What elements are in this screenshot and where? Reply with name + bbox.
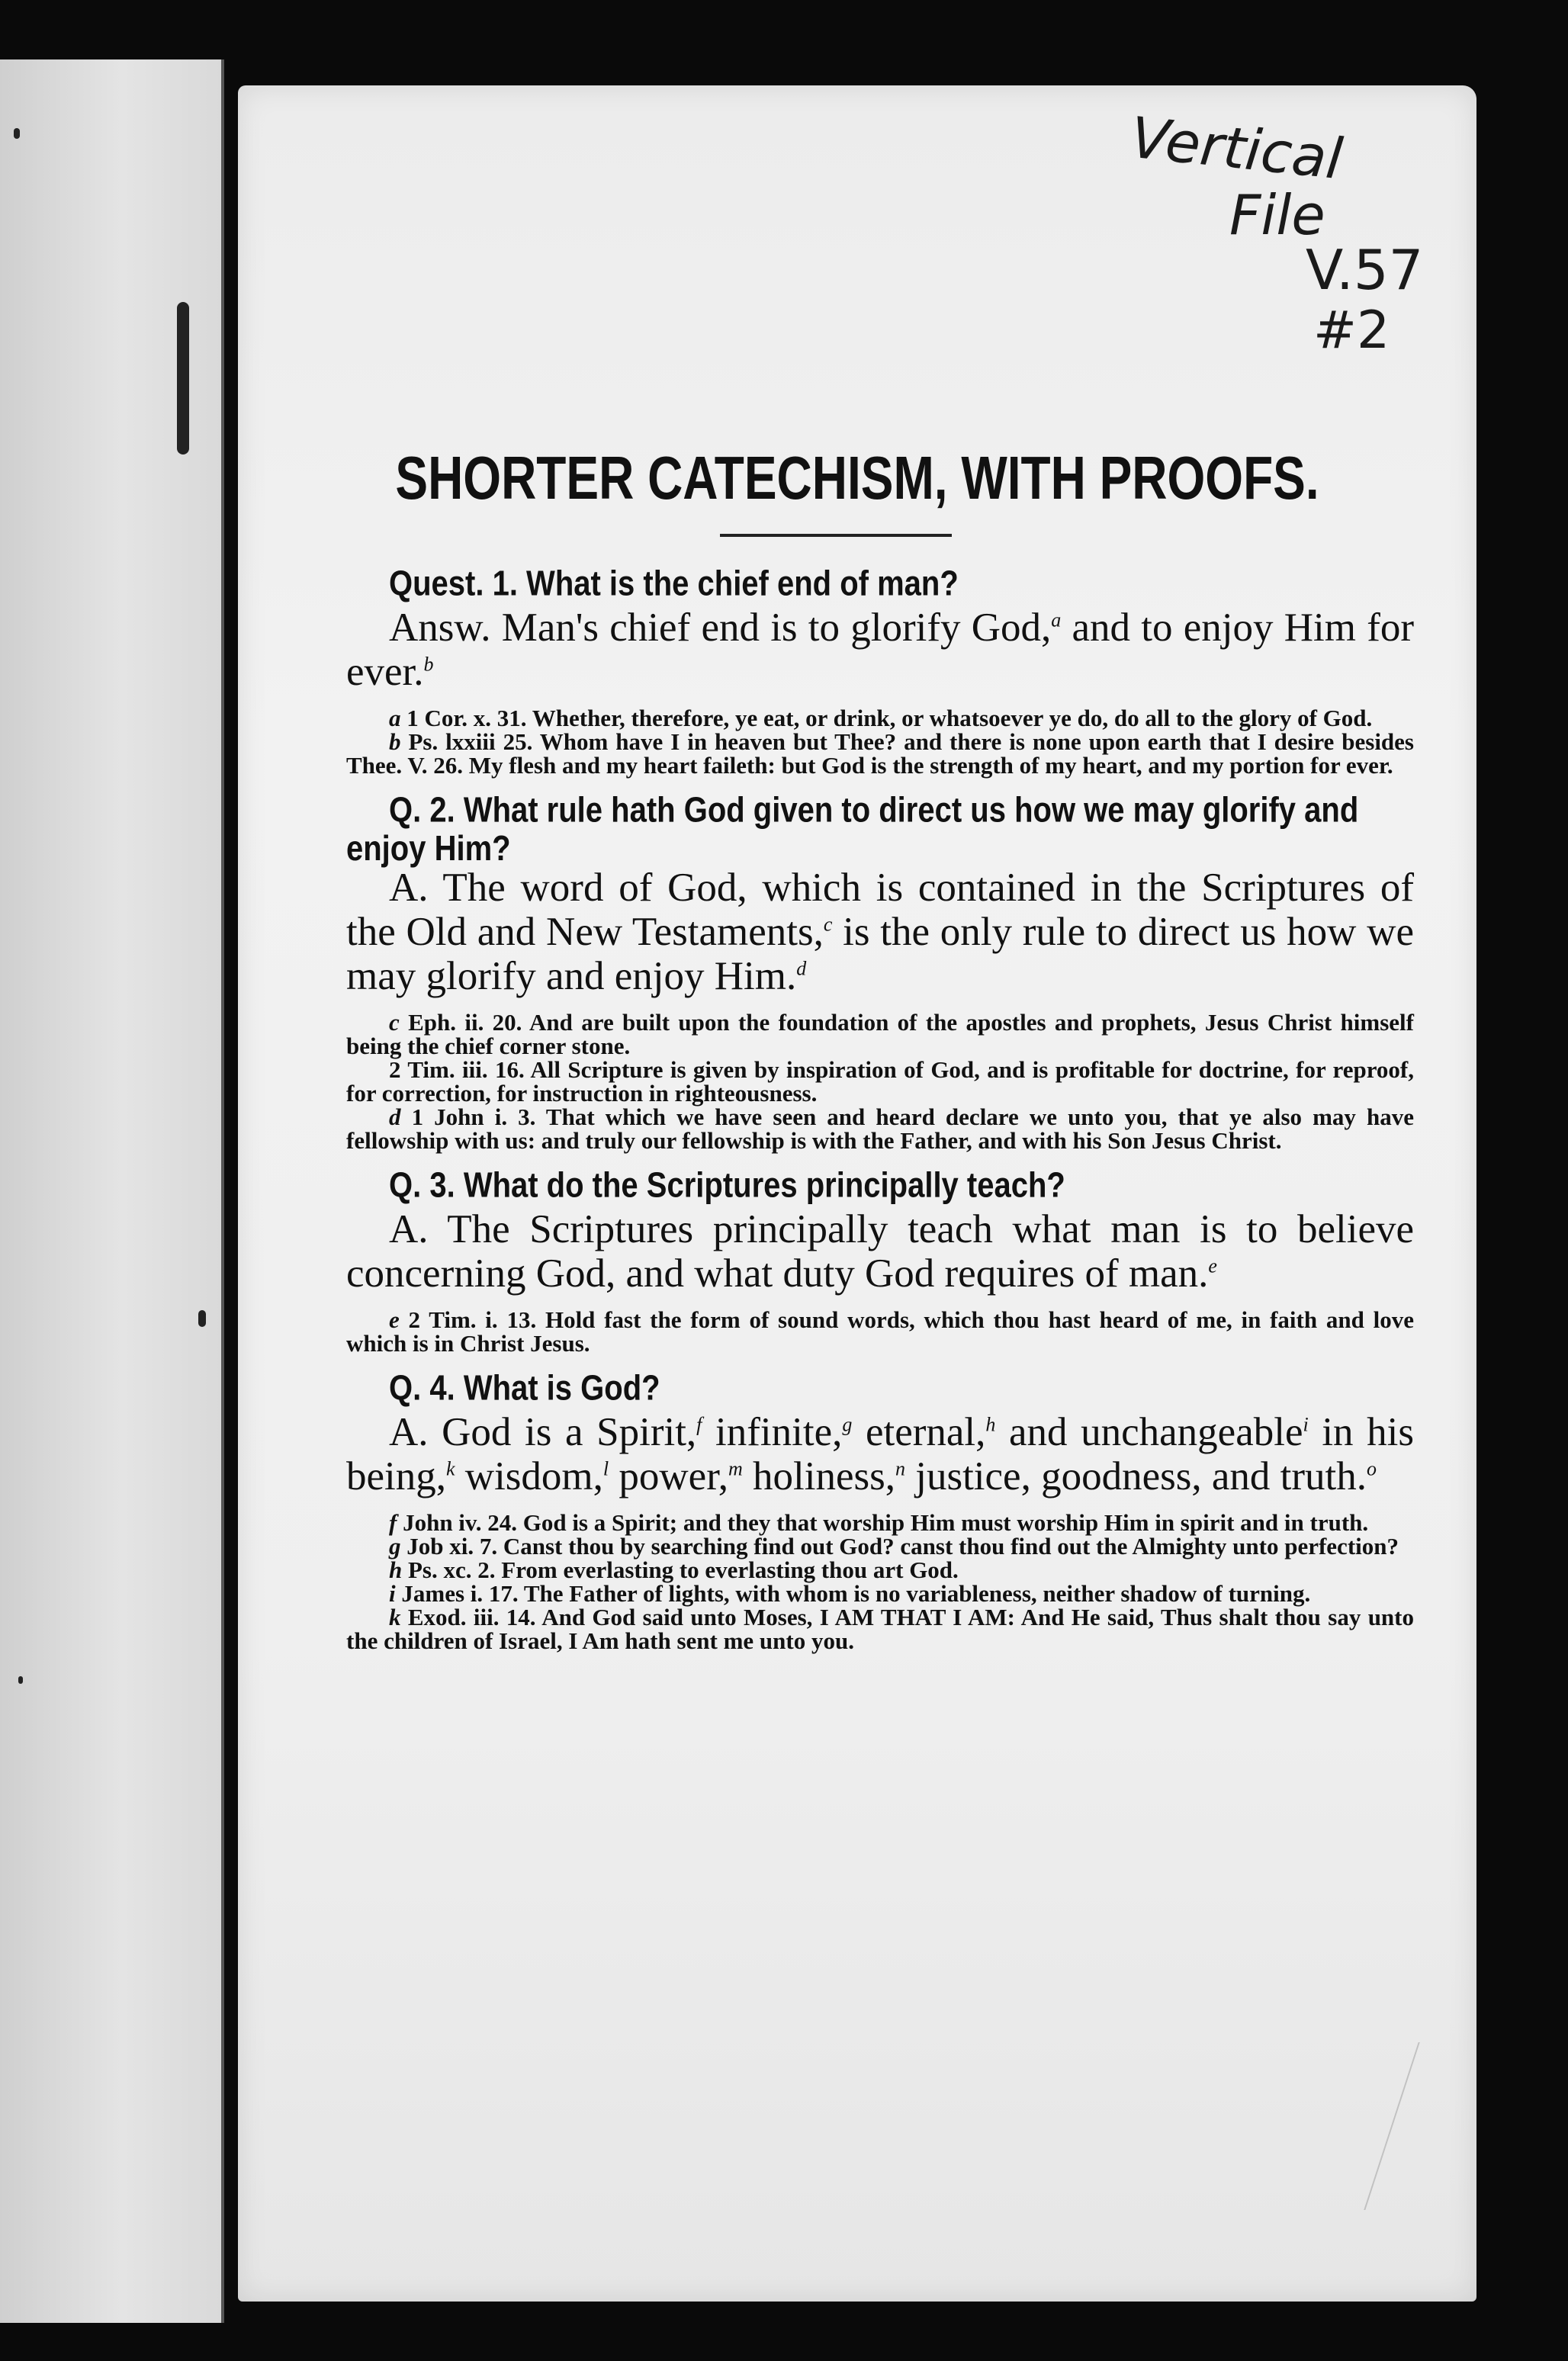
- proof-k: k Exod. iii. 14. And God said unto Moses, I AM THAT I AM: And He said, Thus shalt thou say unto the children of Israel, I Am hath sent me unto you.: [346, 1604, 1414, 1654]
- document-page: [238, 85, 1476, 2302]
- binding-shadow: [177, 302, 189, 455]
- proofs-3: [346, 1308, 1414, 1355]
- ink-speck: [18, 1676, 23, 1684]
- question-3: Q. 3. What do the Scriptures principally teach?: [389, 1166, 1065, 1205]
- question-1: Quest. 1. What is the chief end of man?: [389, 564, 959, 603]
- answer-3: A. The Scriptures principally teach what man is to believe concerning God, and what duty God requires of man.$^e$: [346, 1207, 1414, 1296]
- ink-speck: [198, 1310, 206, 1327]
- catechism-body: [346, 554, 1414, 1666]
- handwritten-note-line4: #2: [1313, 300, 1390, 361]
- ink-speck: [14, 128, 20, 139]
- proof-c: c Eph. ii. 20. And are built upon the foundation of the apostles and prophets, Jesus Christ himself being the chief corner stone.: [346, 1009, 1414, 1059]
- proofs-1: [346, 706, 1414, 777]
- answer-1: Answ. Man's chief end is to glorify God,$^a$ and to enjoy Him for ever.$^b$: [346, 606, 1414, 694]
- proof-b: b Ps. lxxiii 25. Whom have I in heaven but Thee? and there is none upon earth that I desire besides Thee. V. 26. My flesh and my heart faileth: but God is the strength of my heart, and my portion for ever.: [346, 728, 1414, 779]
- proof-a: a 1 Cor. x. 31. Whether, therefore, ye eat, or drink, or whatsoever ye do, do all to the glory of God.: [389, 705, 1373, 731]
- handwritten-note-line3: V.57: [1306, 238, 1424, 302]
- proof-d: d 1 John i. 3. That which we have seen and heard declare we unto you, that ye also may have fellowship with us: and truly our fellowship is with the Father, and with his Son Jesus Christ.: [346, 1103, 1414, 1154]
- answer-2: A. The word of God, which is contained in the Scriptures of the Old and New Testaments,$^c$ is the only rule to direct us how we may glorify and enjoy Him.$^d$: [346, 866, 1415, 998]
- proof-c2: 2 Tim. iii. 16. All Scripture is given by inspiration of God, and is profitable for doctrine, for reproof, for correction, for instruction in righteousness.: [346, 1056, 1414, 1107]
- proof-i: i James i. 17. The Father of lights, with whom is no variableness, neither shadow of turning.: [389, 1580, 1311, 1607]
- question-4: Q. 4. What is God?: [389, 1369, 660, 1408]
- question-2: Q. 2. What rule hath God given to direct us how we may glorify and enjoy Him?: [346, 791, 1359, 869]
- answer-4: A. God is a Spirit,$^f$ infinite,$^g$ eternal,$^h$ and unchangeable$^i$ in his being,$^k$ wisdom,$^l$ power,$^m$ holiness,$^n$ justice, goodness, and truth.$^o$: [346, 1410, 1414, 1499]
- proof-h: h Ps. xc. 2. From everlasting to everlasting thou art God.: [389, 1556, 959, 1583]
- proof-g: g Job xi. 7. Canst thou by searching find out God? canst thou find out the Almighty unto perfection?: [389, 1533, 1399, 1560]
- proof-f: f John iv. 24. God is a Spirit; and they that worship Him must worship Him in spirit and in truth.: [389, 1509, 1369, 1536]
- proofs-2: [346, 1010, 1414, 1152]
- handwritten-note-line1: Vertical: [1127, 104, 1346, 193]
- proof-e: e 2 Tim. i. 13. Hold fast the form of sound words, which thou hast heard of me, in faith and love which is in Christ Jesus.: [346, 1306, 1414, 1357]
- handwritten-note-line2: File: [1229, 183, 1325, 247]
- title-divider: [720, 534, 952, 537]
- page-title: SHORTER CATECHISM, WITH PROOFS.: [395, 443, 1319, 512]
- adjacent-page-edge: [0, 59, 224, 2323]
- page-fold-crease: [1364, 2042, 1488, 2210]
- proofs-4: [346, 1511, 1414, 1653]
